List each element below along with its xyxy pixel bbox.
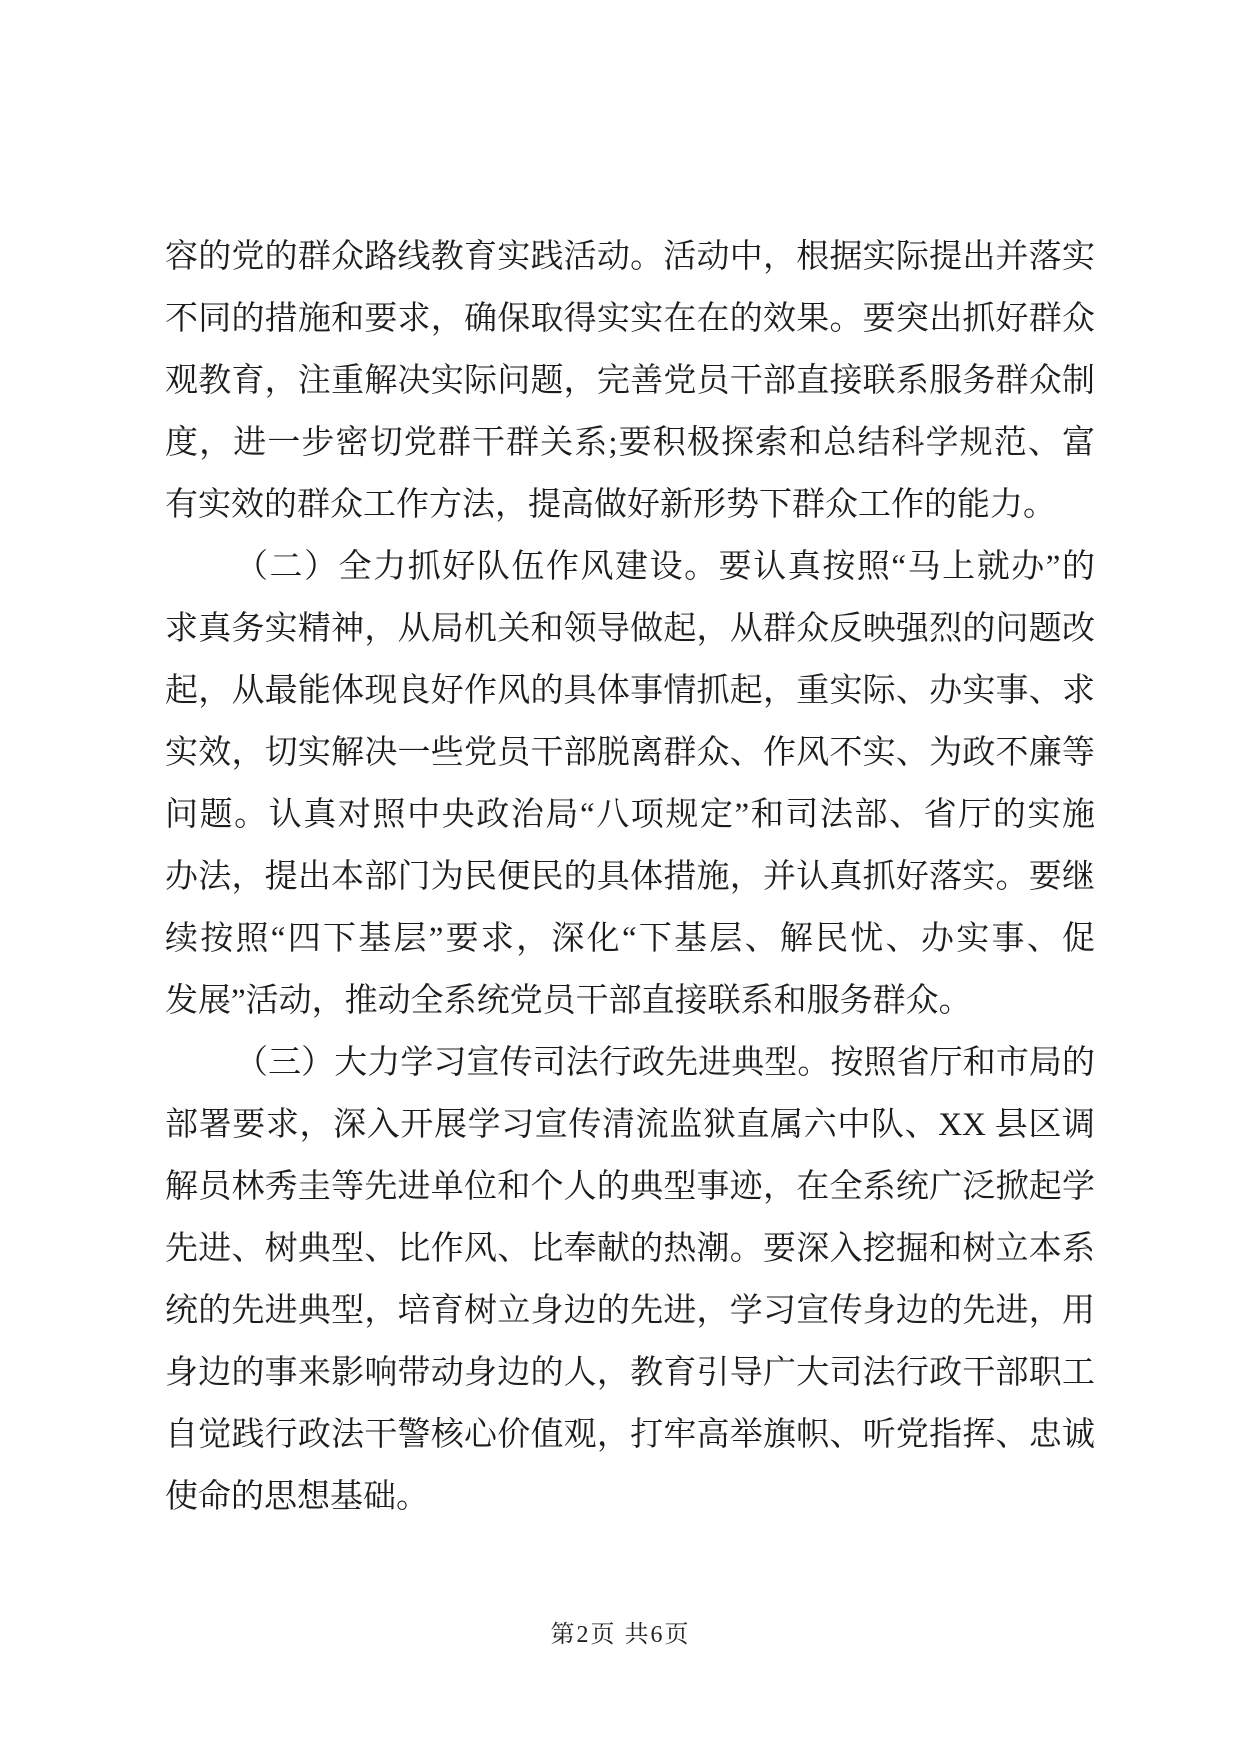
- text-line: 使命的思想基础。: [165, 1479, 429, 1515]
- text-line: 先进、树典型、比作风、比奉献的热潮。要深入挖掘和树立本系: [165, 1231, 1095, 1267]
- text-line: 不同的措施和要求，确保取得实实在在的效果。要突出抓好群众: [165, 301, 1095, 337]
- text-line: 身边的事来影响带动身边的人，教育引导广大司法行政干部职工: [165, 1355, 1095, 1391]
- text-line: 起，从最能体现良好作风的具体事情抓起，重实际、办实事、求: [165, 673, 1095, 709]
- text-line: 自觉践行政法干警核心价值观，打牢高举旗帜、听党指挥、忠诚: [165, 1417, 1095, 1453]
- text-line: 部署要求，深入开展学习宣传清流监狱直属六中队、XX 县区调: [165, 1107, 1095, 1143]
- text-line: 发展”活动，推动全系统党员干部直接联系和服务群众。: [165, 983, 972, 1019]
- text-line: 办法，提出本部门为民便民的具体措施，并认真抓好落实。要继: [165, 859, 1095, 895]
- text-line: 观教育，注重解决实际问题，完善党员干部直接联系服务群众制: [165, 363, 1095, 399]
- text-line: 统的先进典型，培育树立身边的先进，学习宣传身边的先进，用: [165, 1293, 1095, 1329]
- text-line: 问题。认真对照中央政治局“八项规定”和司法部、省厅的实施: [165, 797, 1095, 833]
- text-line: 实效，切实解决一些党员干部脱离群众、作风不实、为政不廉等: [165, 735, 1095, 771]
- document-body: [165, 226, 1095, 1528]
- text-line: 度，进一步密切党群干群关系;要积极探索和总结科学规范、富: [165, 425, 1095, 461]
- text-line: 续按照“四下基层”要求，深化“下基层、解民忧、办实事、促: [165, 921, 1095, 957]
- page-number: 第2页 共6页: [550, 1622, 691, 1648]
- page-footer: [0, 1620, 1241, 1650]
- text-line: 容的党的群众路线教育实践活动。活动中，根据实际提出并落实: [165, 239, 1095, 275]
- text-line: 解员林秀圭等先进单位和个人的典型事迹，在全系统广泛掀起学: [165, 1169, 1095, 1205]
- text-line: 有实效的群众工作方法，提高做好新形势下群众工作的能力。: [165, 487, 1056, 523]
- text-line: （三）大力学习宣传司法行政先进典型。按照省厅和市局的: [235, 1045, 1095, 1081]
- text-line: 求真务实精神，从局机关和领导做起，从群众反映强烈的问题改: [165, 611, 1095, 647]
- text-line: （二）全力抓好队伍作风建设。要认真按照“马上就办”的: [235, 549, 1095, 585]
